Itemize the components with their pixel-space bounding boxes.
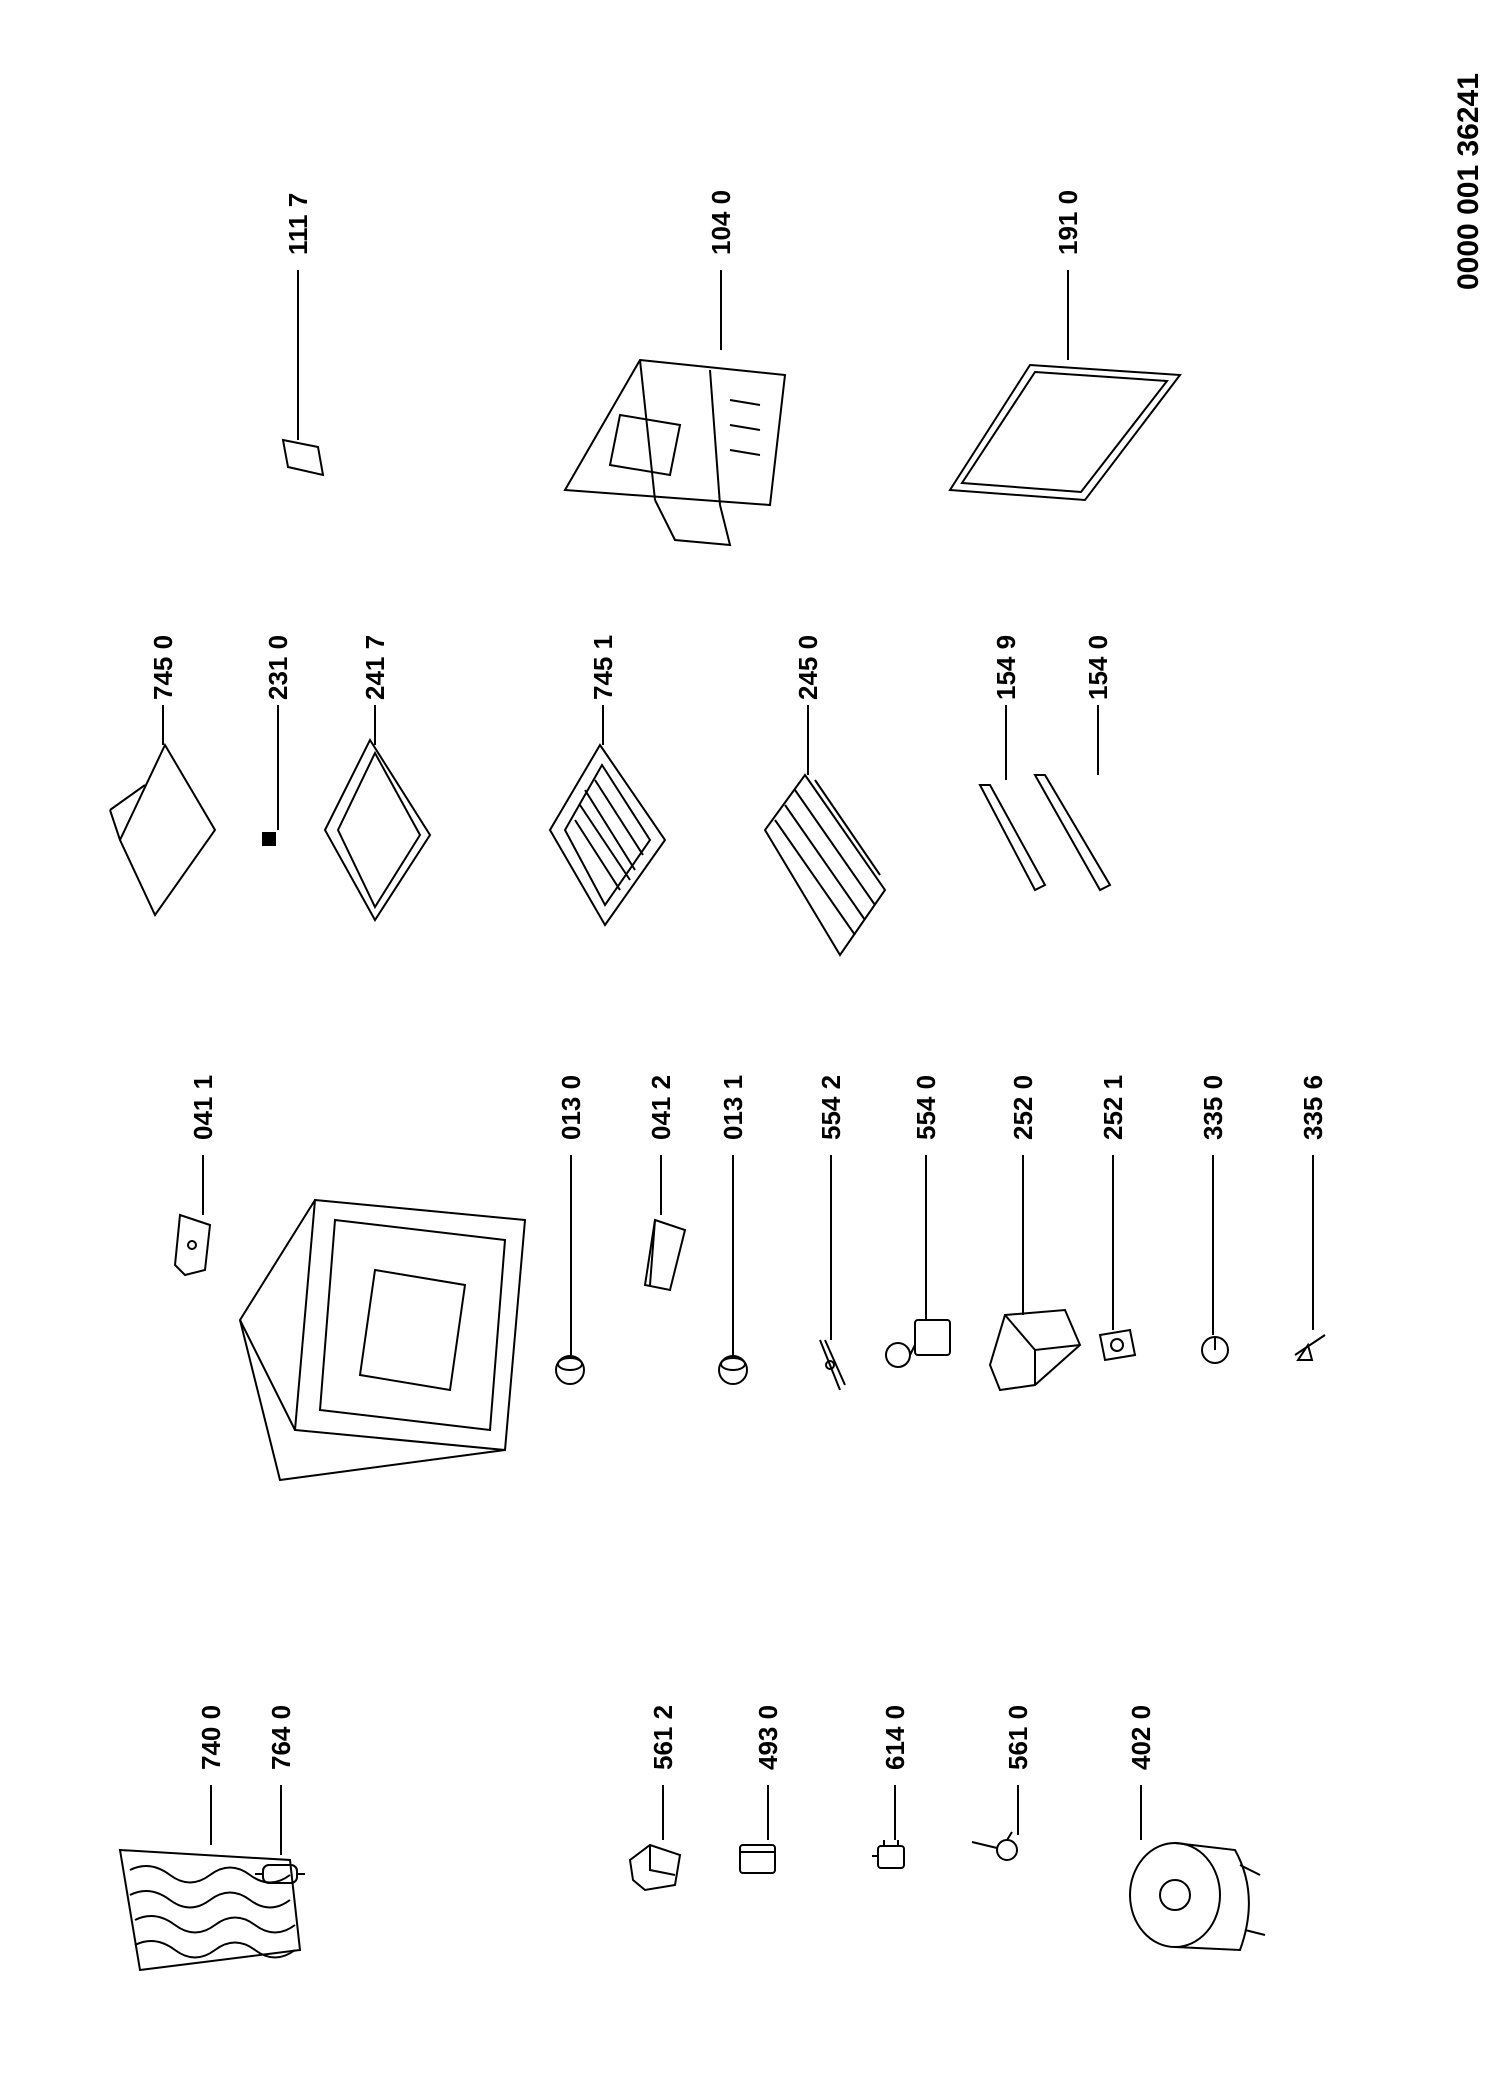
part-label-745-1: 745 1 [588,634,618,700]
drawer-basket-part [560,355,800,555]
leader-line-764-0 [280,1785,282,1855]
leader-line-561-0 [1017,1785,1019,1835]
flap-part [320,735,440,925]
leader-line-745-0 [162,705,164,745]
part-label-252-0: 252 0 [1008,1074,1038,1140]
leader-line-745-1 [602,705,604,745]
part-label-402-0: 402 0 [1126,1704,1156,1770]
part-label-104-0: 104 0 [706,189,736,255]
thermostat-plate-part [1095,1325,1140,1365]
part-label-335-0: 335 0 [1198,1074,1228,1140]
part-label-154-0: 154 0 [1083,634,1113,700]
leader-line-013-1 [732,1155,734,1355]
foot-lower-part [713,1350,753,1390]
shelf-rail-lower-part [1030,770,1115,900]
leader-line-041-2 [660,1155,662,1215]
leader-line-013-0 [570,1155,572,1355]
part-label-614-0: 614 0 [880,1704,910,1770]
part-label-745-0: 745 0 [148,634,178,700]
leader-line-104-0 [720,270,722,350]
leader-line-493-0 [767,1785,769,1840]
part-label-554-2: 554 2 [816,1074,846,1140]
leader-line-245-0 [807,705,809,775]
part-label-231-0: 231 0 [263,634,293,700]
part-label-041-1: 041 1 [188,1074,218,1140]
leader-line-614-0 [894,1785,896,1840]
label-strip-part [255,828,285,858]
leader-line-154-9 [1005,705,1007,780]
thermostat-housing-part [985,1305,1085,1395]
leader-line-191-0 [1067,270,1069,360]
part-label-241-7: 241 7 [360,634,390,700]
leader-line-041-1 [202,1155,204,1215]
part-label-111-7: 111 7 [283,192,313,255]
rating-plate-part [278,435,328,480]
thermostat-part [880,1315,960,1375]
door-gasket-part [945,360,1185,510]
part-label-154-9: 154 9 [991,634,1021,700]
part-label-245-0: 245 0 [793,634,823,700]
thermostat-knob-part [1195,1330,1235,1370]
knob-insert-part [1290,1330,1330,1365]
leader-line-335-6 [1312,1155,1314,1330]
part-label-561-2: 561 2 [648,1704,678,1770]
document-id: 0000 001 36241 [1452,73,1485,290]
leader-line-554-0 [925,1155,927,1320]
foot-upper-part [550,1350,590,1390]
hinge-upper-part [170,1210,220,1280]
leader-line-561-2 [662,1785,664,1840]
part-label-764-0: 764 0 [266,1704,296,1770]
leader-line-402-0 [1140,1785,1142,1840]
leader-line-740-0 [210,1785,212,1845]
overload-protector-part [872,1838,912,1878]
grid-shelf-framed-part [545,740,670,930]
evaporator-cover-part [100,740,220,920]
part-label-041-2: 041 2 [646,1074,676,1140]
leader-line-252-1 [1112,1155,1114,1330]
cabinet-body-part [235,1190,535,1490]
leader-line-231-0 [277,705,279,830]
part-label-561-0: 561 0 [1003,1704,1033,1770]
compressor-part [1120,1835,1270,1975]
part-label-191-0: 191 0 [1053,189,1083,255]
part-label-013-0: 013 0 [556,1074,586,1140]
leader-line-111-7 [297,270,299,440]
hinge-lower-part [640,1215,690,1295]
part-label-013-1: 013 1 [718,1074,748,1140]
part-label-554-0: 554 0 [911,1074,941,1140]
leader-line-154-0 [1097,705,1099,775]
filter-drier-part [255,1855,305,1895]
part-label-252-1: 252 1 [1098,1074,1128,1140]
wire-shelf-part [760,770,890,960]
leader-line-252-0 [1022,1155,1024,1315]
relay-cover-part [625,1840,685,1895]
thermostat-sensor-part [810,1335,850,1395]
part-label-493-0: 493 0 [753,1704,783,1770]
part-label-740-0: 740 0 [196,1704,226,1770]
relay-part [735,1840,780,1880]
leader-line-554-2 [830,1155,832,1340]
part-label-335-6: 335 6 [1298,1074,1328,1140]
leader-line-335-0 [1212,1155,1214,1335]
cable-clip-part [972,1830,1032,1870]
